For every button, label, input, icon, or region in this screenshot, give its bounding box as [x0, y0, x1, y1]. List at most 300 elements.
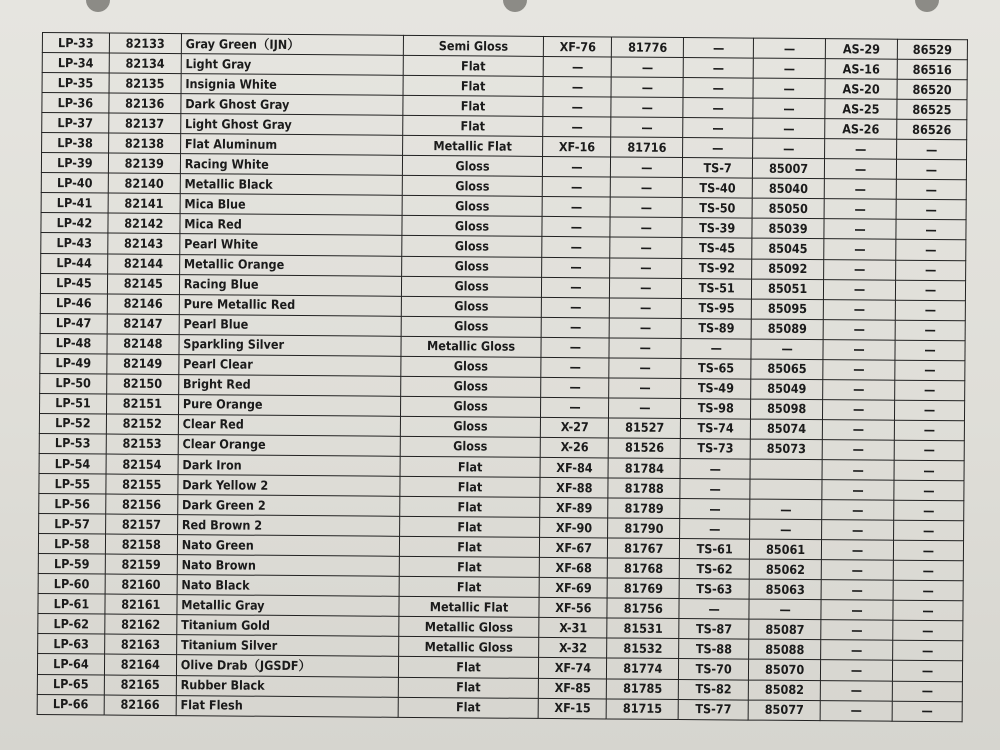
- acrylic-number-cell: —: [611, 157, 683, 178]
- color-name-cell: Racing White: [180, 154, 402, 176]
- spray-number-cell: 85082: [748, 680, 820, 701]
- spray-code-cell: —: [684, 38, 754, 59]
- acrylic-number-cell: 81527: [609, 418, 681, 439]
- color-name-cell: Mica Red: [180, 214, 402, 236]
- as-number-cell: —: [895, 380, 965, 401]
- acrylic-number-cell: 81768: [608, 558, 680, 579]
- item-number-cell: 82154: [106, 454, 178, 475]
- as-code-cell: —: [822, 480, 894, 501]
- item-number-cell: 82138: [108, 133, 180, 154]
- as-number-cell: —: [894, 480, 964, 501]
- acrylic-number-cell: —: [610, 237, 682, 258]
- finish-cell: Semi Gloss: [403, 35, 544, 56]
- finish-cell: Flat: [398, 677, 539, 698]
- spray-code-cell: TS-74: [681, 418, 751, 439]
- acrylic-number-cell: 81790: [608, 518, 680, 539]
- spray-number-cell: —: [753, 98, 825, 119]
- lp-code-cell: LP-61: [38, 594, 105, 615]
- as-code-cell: —: [821, 620, 893, 641]
- as-code-cell: —: [824, 199, 896, 220]
- finish-cell: Gloss: [401, 276, 542, 297]
- item-number-cell: 82164: [104, 654, 176, 675]
- spray-code-cell: TS-98: [681, 398, 751, 419]
- acrylic-code-cell: —: [542, 217, 610, 238]
- spray-code-cell: TS-77: [678, 699, 748, 720]
- color-name-cell: Pearl White: [180, 234, 402, 256]
- as-code-cell: —: [821, 600, 893, 621]
- finish-cell: Flat: [398, 657, 539, 678]
- spray-number-cell: —: [750, 519, 822, 540]
- item-number-cell: 82148: [107, 334, 179, 355]
- spray-number-cell: 85065: [751, 359, 823, 380]
- finish-cell: Gloss: [400, 396, 541, 417]
- as-code-cell: —: [824, 219, 896, 240]
- color-name-cell: Bright Red: [178, 374, 400, 396]
- acrylic-code-cell: —: [542, 277, 610, 298]
- as-number-cell: —: [892, 661, 962, 682]
- item-number-cell: 82156: [106, 494, 178, 515]
- spray-number-cell: —: [751, 339, 823, 360]
- item-number-cell: 82166: [104, 695, 176, 716]
- item-number-cell: 82146: [107, 294, 179, 315]
- spray-number-cell: 85074: [750, 419, 822, 440]
- spray-code-cell: TS-49: [681, 378, 751, 399]
- spray-code-cell: —: [680, 459, 750, 480]
- as-number-cell: —: [895, 360, 965, 381]
- acrylic-code-cell: X-27: [541, 417, 609, 438]
- acrylic-code-cell: —: [543, 177, 611, 198]
- acrylic-number-cell: —: [611, 77, 683, 98]
- item-number-cell: 82150: [107, 374, 179, 395]
- as-number-cell: —: [895, 320, 965, 341]
- finish-cell: Gloss: [402, 196, 543, 217]
- acrylic-code-cell: X-32: [539, 638, 607, 659]
- finish-cell: Gloss: [400, 416, 541, 437]
- item-number-cell: 82149: [107, 354, 179, 375]
- acrylic-number-cell: 81769: [607, 578, 679, 599]
- finish-cell: Flat: [403, 95, 544, 116]
- spray-code-cell: —: [683, 118, 753, 139]
- lp-code-cell: LP-64: [37, 654, 104, 675]
- item-number-cell: 82142: [108, 213, 180, 234]
- lp-code-cell: LP-41: [41, 193, 108, 214]
- as-number-cell: —: [893, 560, 963, 581]
- item-number-cell: 82140: [108, 173, 180, 194]
- spray-number-cell: —: [753, 138, 825, 159]
- spray-number-cell: —: [753, 78, 825, 99]
- as-code-cell: —: [823, 359, 895, 380]
- acrylic-code-cell: XF-67: [540, 538, 608, 559]
- finish-cell: Flat: [399, 557, 540, 578]
- color-name-cell: Clear Red: [178, 414, 400, 436]
- color-name-cell: Olive Drab（JGSDF）: [176, 655, 398, 677]
- finish-cell: Flat: [402, 116, 543, 137]
- spray-number-cell: 85095: [751, 299, 823, 320]
- acrylic-code-cell: XF-16: [543, 137, 611, 158]
- lp-code-cell: LP-47: [40, 313, 107, 334]
- as-number-cell: —: [892, 701, 962, 722]
- as-code-cell: AS-16: [825, 59, 897, 80]
- lp-code-cell: LP-37: [42, 113, 109, 134]
- spray-code-cell: —: [680, 479, 750, 500]
- spray-number-cell: —: [753, 118, 825, 139]
- item-number-cell: 82144: [107, 254, 179, 275]
- spray-number-cell: —: [750, 499, 822, 520]
- acrylic-code-cell: —: [544, 56, 612, 77]
- as-number-cell: 86529: [897, 39, 967, 60]
- punch-hole: [915, 0, 939, 12]
- lp-code-cell: LP-56: [39, 494, 106, 515]
- spray-number-cell: 85039: [752, 219, 824, 240]
- finish-cell: Flat: [398, 697, 539, 719]
- color-name-cell: Pearl Blue: [179, 314, 401, 336]
- finish-cell: Flat: [400, 456, 541, 477]
- spray-number-cell: 85062: [749, 559, 821, 580]
- lp-code-cell: LP-33: [42, 33, 109, 54]
- color-name-cell: Insignia White: [181, 74, 403, 96]
- as-number-cell: 86520: [897, 79, 967, 100]
- as-code-cell: —: [823, 319, 895, 340]
- lp-code-cell: LP-55: [39, 474, 106, 495]
- lp-code-cell: LP-51: [40, 393, 107, 414]
- lp-code-cell: LP-50: [40, 373, 107, 394]
- lp-code-cell: LP-46: [40, 293, 107, 314]
- color-name-cell: Titanium Gold: [177, 615, 399, 637]
- finish-cell: Flat: [400, 476, 541, 497]
- color-name-cell: Dark Green 2: [177, 495, 399, 517]
- spray-code-cell: TS-92: [682, 258, 752, 279]
- lp-code-cell: LP-62: [38, 614, 105, 635]
- as-number-cell: —: [894, 420, 964, 441]
- acrylic-code-cell: XF-88: [540, 477, 608, 498]
- spray-code-cell: —: [680, 499, 750, 520]
- as-number-cell: —: [893, 601, 963, 622]
- as-code-cell: —: [820, 680, 892, 701]
- item-number-cell: 82145: [107, 274, 179, 295]
- as-code-cell: —: [821, 580, 893, 601]
- spray-code-cell: TS-45: [682, 238, 752, 259]
- color-name-cell: Flat Flesh: [176, 695, 398, 717]
- acrylic-code-cell: —: [541, 397, 609, 418]
- spray-number-cell: 85077: [748, 700, 820, 721]
- finish-cell: Gloss: [402, 216, 543, 237]
- as-code-cell: —: [823, 379, 895, 400]
- as-code-cell: —: [822, 500, 894, 521]
- acrylic-code-cell: XF-68: [540, 558, 608, 579]
- acrylic-number-cell: 81784: [608, 458, 680, 479]
- acrylic-code-cell: XF-74: [539, 658, 607, 679]
- as-number-cell: —: [895, 280, 965, 301]
- spray-code-cell: TS-70: [679, 659, 749, 680]
- spray-number-cell: 85098: [751, 399, 823, 420]
- punch-hole: [503, 0, 527, 12]
- finish-cell: Flat: [399, 577, 540, 598]
- color-name-cell: Dark Iron: [178, 455, 400, 477]
- finish-cell: Metallic Gloss: [398, 617, 539, 638]
- color-name-cell: Light Ghost Gray: [180, 114, 402, 136]
- finish-cell: Gloss: [402, 176, 543, 197]
- spray-number-cell: 85051: [752, 279, 824, 300]
- spray-code-cell: —: [683, 78, 753, 99]
- as-number-cell: —: [896, 260, 966, 281]
- spray-code-cell: TS-73: [680, 438, 750, 459]
- as-code-cell: —: [822, 420, 894, 441]
- acrylic-code-cell: —: [542, 317, 610, 338]
- acrylic-code-cell: XF-90: [540, 518, 608, 539]
- finish-cell: Flat: [399, 516, 540, 537]
- item-number-cell: 82136: [109, 93, 181, 114]
- spray-code-cell: TS-7: [683, 158, 753, 179]
- acrylic-code-cell: XF-76: [544, 36, 612, 57]
- as-number-cell: —: [896, 240, 966, 261]
- spray-number-cell: —: [749, 599, 821, 620]
- as-number-cell: —: [894, 500, 964, 521]
- spray-number-cell: 85049: [751, 379, 823, 400]
- as-code-cell: —: [820, 700, 892, 721]
- acrylic-code-cell: —: [542, 237, 610, 258]
- acrylic-code-cell: X-31: [539, 618, 607, 639]
- acrylic-number-cell: —: [609, 378, 681, 399]
- spray-code-cell: —: [681, 338, 751, 359]
- acrylic-code-cell: XF-15: [539, 698, 607, 719]
- spray-number-cell: 85040: [752, 178, 824, 199]
- item-number-cell: 82159: [105, 554, 177, 575]
- color-name-cell: Pure Orange: [178, 394, 400, 416]
- spray-number-cell: —: [753, 38, 825, 59]
- lp-code-cell: LP-53: [39, 433, 106, 454]
- item-number-cell: 82137: [109, 113, 181, 134]
- as-code-cell: —: [822, 460, 894, 481]
- spray-code-cell: TS-50: [682, 198, 752, 219]
- acrylic-number-cell: —: [611, 97, 683, 118]
- color-name-cell: Mica Blue: [180, 194, 402, 216]
- lp-code-cell: LP-57: [39, 514, 106, 535]
- item-number-cell: 82141: [108, 193, 180, 214]
- as-number-cell: —: [894, 440, 964, 461]
- acrylic-code-cell: XF-69: [540, 578, 608, 599]
- paint-cross-reference-table: [37, 32, 968, 722]
- spray-number-cell: [750, 459, 822, 480]
- lp-code-cell: LP-34: [42, 53, 109, 74]
- color-name-cell: Pearl Clear: [179, 354, 401, 376]
- color-name-cell: Metallic Gray: [177, 595, 399, 617]
- acrylic-number-cell: —: [609, 338, 681, 359]
- acrylic-code-cell: XF-85: [539, 678, 607, 699]
- item-number-cell: 82153: [106, 434, 178, 455]
- finish-cell: Gloss: [401, 256, 542, 277]
- spray-number-cell: 85070: [749, 660, 821, 681]
- lp-code-cell: LP-43: [41, 233, 108, 254]
- acrylic-number-cell: —: [610, 298, 682, 319]
- spray-code-cell: TS-65: [681, 358, 751, 379]
- as-code-cell: —: [824, 279, 896, 300]
- acrylic-number-cell: —: [609, 318, 681, 339]
- acrylic-number-cell: 81715: [606, 699, 678, 720]
- as-number-cell: —: [896, 159, 966, 180]
- finish-cell: Metallic Gloss: [398, 637, 539, 658]
- finish-cell: Gloss: [401, 236, 542, 257]
- acrylic-number-cell: —: [609, 358, 681, 379]
- spray-number-cell: 85089: [751, 319, 823, 340]
- as-number-cell: —: [897, 139, 967, 160]
- item-number-cell: 82134: [109, 53, 181, 74]
- acrylic-code-cell: —: [543, 77, 611, 98]
- color-name-cell: Dark Yellow 2: [178, 475, 400, 497]
- spray-code-cell: TS-61: [680, 539, 750, 560]
- lp-code-cell: LP-36: [42, 93, 109, 114]
- as-code-cell: —: [824, 259, 896, 280]
- spray-number-cell: 85073: [750, 439, 822, 460]
- lp-code-cell: LP-66: [37, 694, 104, 715]
- acrylic-code-cell: —: [543, 97, 611, 118]
- color-name-cell: Nato Brown: [177, 555, 399, 577]
- spray-code-cell: TS-87: [679, 619, 749, 640]
- acrylic-code-cell: —: [543, 157, 611, 178]
- lp-code-cell: LP-58: [38, 534, 105, 555]
- item-number-cell: 82151: [106, 394, 178, 415]
- as-code-cell: —: [821, 560, 893, 581]
- spray-number-cell: [750, 479, 822, 500]
- lp-code-cell: LP-40: [41, 173, 108, 194]
- acrylic-code-cell: —: [542, 257, 610, 278]
- color-name-cell: Dark Ghost Gray: [181, 94, 403, 116]
- spray-code-cell: TS-88: [679, 639, 749, 660]
- color-name-cell: Nato Green: [177, 535, 399, 557]
- as-number-cell: —: [892, 681, 962, 702]
- as-code-cell: AS-29: [825, 39, 897, 60]
- color-name-cell: Gray Green（IJN）: [181, 34, 403, 56]
- item-number-cell: 82160: [105, 574, 177, 595]
- lp-code-cell: LP-42: [41, 213, 108, 234]
- acrylic-code-cell: —: [541, 377, 609, 398]
- spray-code-cell: —: [683, 58, 753, 79]
- acrylic-code-cell: —: [542, 297, 610, 318]
- finish-cell: Flat: [399, 496, 540, 517]
- spray-code-cell: TS-62: [679, 559, 749, 580]
- acrylic-number-cell: 81716: [611, 137, 683, 158]
- color-name-cell: Metallic Orange: [179, 254, 401, 276]
- lp-code-cell: LP-65: [37, 674, 104, 695]
- lp-code-cell: LP-48: [40, 333, 107, 354]
- acrylic-code-cell: —: [543, 197, 611, 218]
- as-code-cell: —: [824, 159, 896, 180]
- acrylic-code-cell: XF-56: [539, 598, 607, 619]
- item-number-cell: 82155: [106, 474, 178, 495]
- as-code-cell: —: [823, 339, 895, 360]
- spray-code-cell: TS-51: [682, 278, 752, 299]
- as-code-cell: —: [821, 660, 893, 681]
- as-number-cell: —: [894, 520, 964, 541]
- acrylic-number-cell: 81774: [607, 658, 679, 679]
- item-number-cell: 82157: [105, 514, 177, 535]
- acrylic-number-cell: 81756: [607, 598, 679, 619]
- lp-code-cell: LP-44: [41, 253, 108, 274]
- as-number-cell: 86516: [897, 59, 967, 80]
- spray-number-cell: 85050: [752, 198, 824, 219]
- finish-cell: Flat: [399, 536, 540, 557]
- color-name-cell: Flat Aluminum: [180, 134, 402, 156]
- lp-code-cell: LP-60: [38, 574, 105, 595]
- item-number-cell: 82139: [108, 153, 180, 174]
- spray-code-cell: —: [680, 519, 750, 540]
- item-number-cell: 82133: [109, 33, 181, 54]
- spray-number-cell: 85092: [752, 259, 824, 280]
- as-code-cell: —: [823, 399, 895, 420]
- lp-code-cell: LP-59: [38, 554, 105, 575]
- finish-cell: Metallic Flat: [399, 597, 540, 618]
- lp-code-cell: LP-52: [39, 413, 106, 434]
- spray-code-cell: TS-39: [682, 218, 752, 239]
- lp-code-cell: LP-63: [38, 634, 105, 655]
- item-number-cell: 82165: [104, 675, 176, 696]
- acrylic-number-cell: 81531: [607, 618, 679, 639]
- color-name-cell: Racing Blue: [179, 274, 401, 296]
- acrylic-number-cell: 81526: [609, 438, 681, 459]
- spray-number-cell: —: [753, 58, 825, 79]
- color-name-cell: Sparkling Silver: [179, 334, 401, 356]
- as-code-cell: —: [822, 440, 894, 461]
- as-code-cell: —: [821, 640, 893, 661]
- lp-code-cell: LP-54: [39, 453, 106, 474]
- spray-code-cell: TS-82: [679, 679, 749, 700]
- acrylic-code-cell: X-26: [541, 437, 609, 458]
- color-name-cell: Light Gray: [181, 54, 403, 76]
- as-number-cell: —: [893, 580, 963, 601]
- finish-cell: Gloss: [400, 356, 541, 377]
- acrylic-number-cell: —: [609, 398, 681, 419]
- item-number-cell: 82152: [106, 414, 178, 435]
- as-code-cell: AS-26: [825, 119, 897, 140]
- item-number-cell: 82163: [104, 634, 176, 655]
- finish-cell: Metallic Flat: [402, 136, 543, 157]
- lp-code-cell: LP-35: [42, 73, 109, 94]
- acrylic-number-cell: 81532: [607, 638, 679, 659]
- acrylic-number-cell: —: [611, 117, 683, 138]
- finish-cell: Gloss: [401, 296, 542, 317]
- color-name-cell: Metallic Black: [180, 174, 402, 196]
- acrylic-number-cell: —: [610, 257, 682, 278]
- as-number-cell: —: [893, 641, 963, 662]
- finish-cell: Metallic Gloss: [401, 336, 542, 357]
- as-number-cell: —: [895, 300, 965, 321]
- color-name-cell: Red Brown 2: [177, 515, 399, 537]
- as-code-cell: —: [822, 520, 894, 541]
- color-name-cell: Titanium Silver: [176, 635, 398, 657]
- acrylic-number-cell: 81789: [608, 498, 680, 519]
- spray-number-cell: 85045: [752, 239, 824, 260]
- color-name-cell: Nato Black: [177, 575, 399, 597]
- as-number-cell: —: [893, 540, 963, 561]
- acrylic-code-cell: XF-89: [540, 498, 608, 519]
- acrylic-number-cell: —: [610, 278, 682, 299]
- acrylic-number-cell: 81788: [608, 478, 680, 499]
- finish-cell: Gloss: [401, 316, 542, 337]
- as-number-cell: —: [896, 220, 966, 241]
- acrylic-code-cell: —: [543, 117, 611, 138]
- as-code-cell: AS-25: [825, 99, 897, 120]
- acrylic-number-cell: —: [611, 177, 683, 198]
- acrylic-number-cell: —: [612, 57, 684, 78]
- spray-number-cell: 85007: [753, 158, 825, 179]
- item-number-cell: 82158: [105, 534, 177, 555]
- as-number-cell: —: [896, 200, 966, 221]
- item-number-cell: 82143: [108, 233, 180, 254]
- as-code-cell: —: [824, 239, 896, 260]
- punch-hole: [86, 0, 110, 12]
- spray-number-cell: 85088: [749, 639, 821, 660]
- color-name-cell: Pure Metallic Red: [179, 294, 401, 316]
- acrylic-number-cell: —: [610, 217, 682, 238]
